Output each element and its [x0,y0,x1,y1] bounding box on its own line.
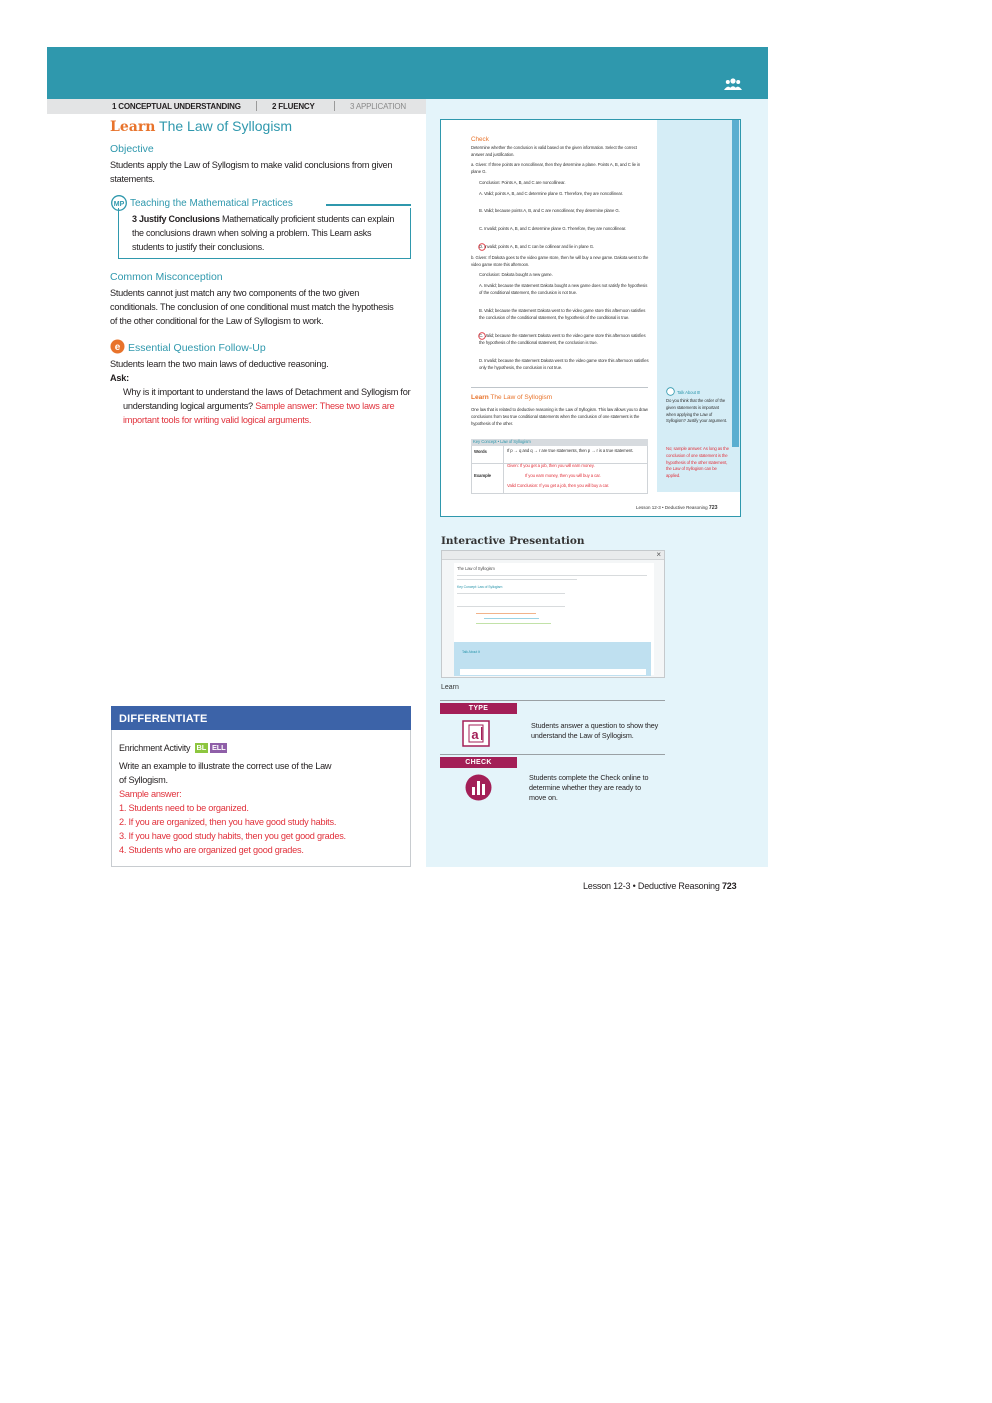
differentiate-header: DIFFERENTIATE [111,706,411,730]
page-number: 723 [721,881,737,891]
check-a-option-b: B. Valid; because points A, B, and C are noncollinear, they determine plane G. [479,208,620,213]
thumbnail-footer-page: 723 [708,505,718,511]
check-intro: Determine whether the conclusion is valid based on the given information. Select the correct answer and justification. [471,145,637,157]
enrichment-item-1: 1. Students need to be organized. [119,803,249,813]
type-answer-icon [462,720,490,747]
check-b-option-b: B. Valid; because the statement Dakota went to the video game store this afternoon satisfies the conclusion of the conditional statement, the hypothesis of the conditional is true. [479,308,646,320]
misconception-heading: Common Misconception [110,271,223,283]
selected-answer-icon [478,243,486,251]
divider [440,700,665,701]
check-a-given: a. Given: If three points are noncollinear, then they determine a plane. Points A, B, and C lie in plane G. [471,162,641,174]
thumbnail-footer-lesson: Lesson 12-3 • Deductive Reasoning [636,505,708,510]
kc-given-2: If you earn money, then you will buy a car. [525,473,601,478]
talk-heading: Talk About It! [677,390,701,395]
enrichment-item-2: 2. If you are organized, then you have good study habits. [119,817,337,827]
kc-valid-conclusion: Valid Conclusion: If you get a job, then you will buy a car. [507,483,610,488]
check-description: Students complete the Check online to determine whether they are ready to move on. [529,773,649,802]
essential-question-icon [110,339,125,354]
kc-words-label: Words [474,449,487,454]
thumbnail-learn-title-text: The Law of Syllogism [490,394,553,401]
tab-divider [256,101,257,111]
lesson-phase-tabs [47,99,426,114]
mp-description: Mathematically proficient students can explain the conclusions drawn when solving a problem. This Learn asks students to justify their conclusions. [132,214,395,252]
bar-chart-icon [465,774,492,801]
essential-question-text: Students learn the two main laws of deductive reasoning. [110,359,329,369]
slide-key-concept: Key Concept: Law of Syllogism [457,585,503,589]
student-page-thumbnail [440,119,741,517]
type-description: Students answer a question to show they understand the Law of Syllogism. [531,721,659,740]
check-heading: Check [471,136,489,143]
enrichment-item-3: 3. If you have good study habits, then you get good grades. [119,831,346,841]
thumbnail-divider [471,387,648,388]
presentation-screenshot [441,550,665,678]
tab-divider [334,101,335,111]
check-b-given: b. Given: If Dakota goes to the video game store, then he will buy a new game. Dakota went to the video game store this afternoon. [471,255,649,267]
footer-title: Deductive Reasoning [637,881,720,891]
svg-text:MP: MP [113,201,125,208]
slide-example-line [476,623,551,624]
objective-text: Students apply the Law of Syllogism to make valid conclusions from given statements. [110,160,393,184]
thumbnail-learn-prefix: Learn [471,394,489,401]
talk-answer: No; sample answer: As long as the conclusion of one statement is the hypothesis of the other statement, the Law of Syllogism can be applied. [666,446,729,479]
slide-table-line [457,593,565,594]
question-text: Why is it important to understand the laws of Detachment and Syllogism for understanding logical arguments? [123,387,411,411]
bl-badge: BL [196,743,207,752]
check-b-option-c: C. Valid; because the statement Dakota went to the video game store this afternoon satisfies the hypothesis of the conditional statement, the conclusion is true. [479,333,646,345]
check-b-option-a: A. Invalid; because the statement Dakota bought a new game does not satisfy the hypothesis of the conditional statement, the conclusion is not true. [479,283,648,295]
thumbnail-footer [636,505,718,511]
divider [440,754,665,755]
tab-fluency: 2 FLUENCY [272,102,315,111]
essential-question-heading: Essential Question Follow-Up [128,342,266,354]
slide-table-line [457,606,565,607]
mp-heading: Teaching the Mathematical Practices [130,198,293,209]
slide-example-line [476,613,536,614]
essential-question-prompt [123,385,413,427]
presentation-caption: Learn [441,684,459,691]
kc-example-label: Example [474,473,491,478]
page-title [110,118,292,135]
ask-label: Ask: [110,373,129,383]
tab-application: 3 APPLICATION [350,102,406,111]
type-tag: TYPE [440,703,517,714]
talk-about-it-icon [666,387,675,396]
thumbnail-learn-text: One law that is related to deductive reasoning is the Law of Syllogism. This law allows you to draw conclusions from two true conditional statements when the conclusion of one statement is the hypothesis of the other. [471,407,648,426]
slide-text-line [457,579,577,580]
svg-text:e: e [114,342,121,353]
header-band [47,47,768,99]
check-a-option-c: C. Invalid; points A, B, and C determine plane G. Therefore, they are noncollinear. [479,226,627,231]
mp-rule [326,204,411,206]
misconception-text: Students cannot just match any two components of the two given conditionals. The conclusion of one conditional must match the hypothesis of the other conditional for the Law of Syllogism to work. [110,288,394,326]
svg-text:a: a [471,727,479,742]
slide-talk-heading: Talk About It [462,650,480,654]
group-icon [724,77,742,91]
slide-talk-panel [454,642,651,676]
mp-practice-label: 3 Justify Conclusions [132,214,220,224]
interactive-presentation-heading: Interactive Presentation [441,535,585,547]
slide-answer-box[interactable] [460,669,646,675]
thumbnail-scrollbar [732,120,739,447]
mp-text [132,212,402,254]
tab-conceptual: 1 CONCEPTUAL UNDERSTANDING [112,102,241,111]
check-b-conclusion: Conclusion: Dakota bought a new game. [479,272,553,277]
kc-words-text: If p → q and q → r are true statements, then p → r is a true statement. [507,448,634,453]
check-tag: CHECK [440,757,517,768]
learn-title-text: The Law of Syllogism [159,118,293,134]
check-a-option-a: A. Valid; points A, B, and C determine plane G. Therefore, they are noncollinear. [479,191,623,196]
thumbnail-sidebar [657,120,740,492]
presentation-titlebar [442,551,664,560]
slide-text-line [457,575,647,576]
enrichment-activity [119,741,227,755]
talk-question: Do you think that the order of the given statements is important when applying the Law of Syllogism? Justify your argument. [666,398,727,424]
slide-title: The Law of Syllogism [457,566,495,571]
page-footer: Lesson 12-3 • Deductive Reasoning 723 [583,881,737,891]
ell-badge: ELL [212,743,226,752]
kc-given-1: Given: If you get a job, then you will earn money. [507,463,595,468]
objective-heading: Objective [110,143,154,155]
enrichment-label: Enrichment Activity [119,743,191,753]
slide-example-line [484,618,539,619]
enrichment-item-4: 4. Students who are organized get good grades. [119,845,304,855]
enrichment-sample-label: Sample answer: [119,789,182,799]
sample-answer: Sample answer: These two laws are important tools for writing valid logical arguments. [123,401,395,425]
close-icon[interactable]: × [656,550,661,559]
selected-answer-icon [478,332,486,340]
learn-label: Learn [110,119,156,135]
check-a-option-d: D. Invalid; points A, B, and C can be collinear and lie in plane G. [479,244,595,249]
enrichment-prompt: Write an example to illustrate the correct use of the Law of Syllogism. [119,761,332,785]
key-concept-heading: Key Concept • Law of Syllogism [473,439,531,444]
check-a-conclusion: Conclusion: Points A, B, and C are noncollinear. [479,180,566,185]
check-b-option-d: D. Invalid; because the statement Dakota went to the video game store this afternoon satisfies only the hypothesis, the conclusion is not true. [479,358,649,370]
key-concept-col-divider [503,446,504,494]
thumbnail-learn-title [471,394,552,401]
footer-lesson: Lesson 12-3 [583,881,631,891]
